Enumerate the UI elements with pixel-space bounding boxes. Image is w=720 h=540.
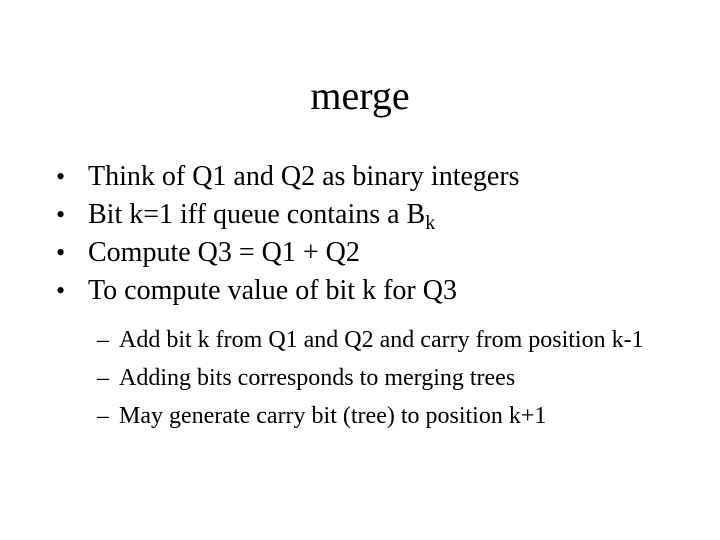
bullet-marker: • <box>56 238 66 267</box>
sub-bullet-marker: – <box>97 327 109 353</box>
sub-bullet-list <box>97 327 697 441</box>
bullet-text: To compute value of bit k for Q3 <box>88 275 457 306</box>
sub-bullet-item <box>97 365 697 391</box>
sub-bullet-item <box>97 327 697 353</box>
bullet-marker: • <box>56 276 66 305</box>
sub-bullet-marker: – <box>97 403 109 429</box>
bullet-text: Bit k=1 iff queue contains a B <box>88 199 426 230</box>
sub-bullet-marker: – <box>97 365 109 391</box>
bullet-item <box>56 234 696 272</box>
bullet-text-with-subscript <box>88 196 435 236</box>
bullet-text: Compute Q3 = Q1 + Q2 <box>88 237 360 268</box>
sub-bullet-text: Add bit k from Q1 and Q2 and carry from position k-1 <box>119 327 644 353</box>
bullet-text: Think of Q1 and Q2 as binary integers <box>88 161 520 192</box>
bullet-marker: • <box>56 200 66 229</box>
bullet-list <box>56 158 696 310</box>
subscript-k: k <box>425 212 436 234</box>
sub-bullet-item <box>97 403 697 429</box>
bullet-item <box>56 158 696 196</box>
bullet-item <box>56 272 696 310</box>
sub-bullet-text: May generate carry bit (tree) to position k+1 <box>119 403 547 429</box>
slide-title: merge <box>310 73 410 118</box>
sub-bullet-text: Adding bits corresponds to merging trees <box>119 365 516 391</box>
bullet-marker: • <box>56 162 66 191</box>
bullet-item <box>56 196 696 234</box>
